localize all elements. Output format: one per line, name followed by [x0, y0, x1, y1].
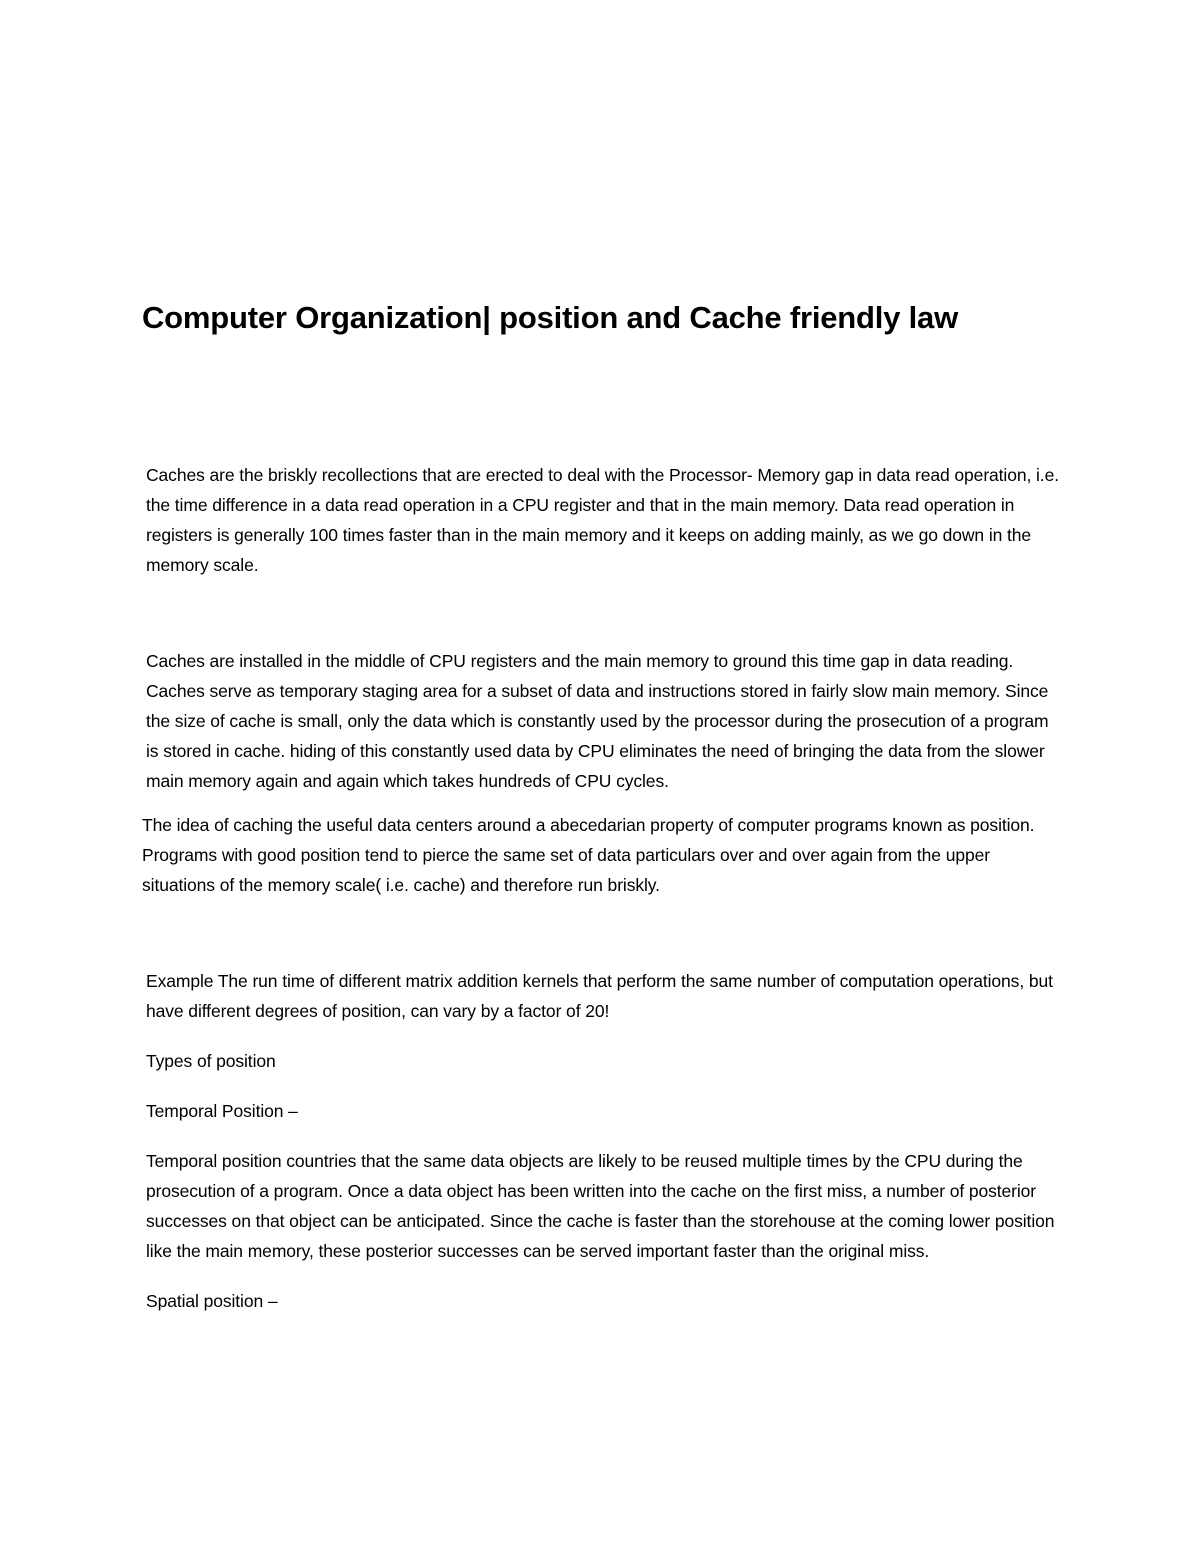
paragraph-caches-intro: Caches are the briskly recollections that are erected to deal with the Processor- Memory gap in data read operation, i.e. the time difference in a data read operation in a CPU register and that in the main memory. Data read operation in registers is generally 100 times faster than in the main memory and it keeps on adding mainly, as we go down in the memory scale.: [146, 465, 1059, 575]
document-body: [142, 296, 1062, 1316]
paragraph-example: Example The run time of different matrix addition kernels that perform the same number of computation operations, but have different degrees of position, can vary by a factor of 20!: [146, 971, 1053, 1021]
heading-spatial-position: Spatial position –: [146, 1291, 278, 1311]
heading-temporal-position: Temporal Position –: [146, 1101, 298, 1121]
heading-types-of-position: Types of position: [146, 1051, 276, 1071]
paragraph-caching-idea: The idea of caching the useful data centers around a abecedarian property of computer programs known as position. Programs with good position tend to pierce the same set of data particulars over and over again from the upper situations of the memory scale( i.e. cache) and therefore run briskly.: [142, 815, 1035, 895]
paragraph-caches-installed: Caches are installed in the middle of CPU registers and the main memory to ground this time gap in data reading. Caches serve as temporary staging area for a subset of data and instructions stored in fairly slow main memory. Since the size of cache is small, only the data which is constantly used by the processor during the prosecution of a program is stored in cache. hiding of this constantly used data by CPU eliminates the need of bringing the data from the slower main memory again and again which takes hundreds of CPU cycles.: [146, 651, 1049, 791]
paragraph-temporal-position: Temporal position countries that the same data objects are likely to be reused multiple times by the CPU during the prosecution of a program. Once a data object has been written into the cache on the first miss, a number of posterior successes on that object can be anticipated. Since the cache is faster than the storehouse at the coming lower position like the main memory, these posterior successes can be served important faster than the original miss.: [146, 1151, 1055, 1261]
document-title: Computer Organization| position and Cache friendly law: [142, 300, 959, 335]
